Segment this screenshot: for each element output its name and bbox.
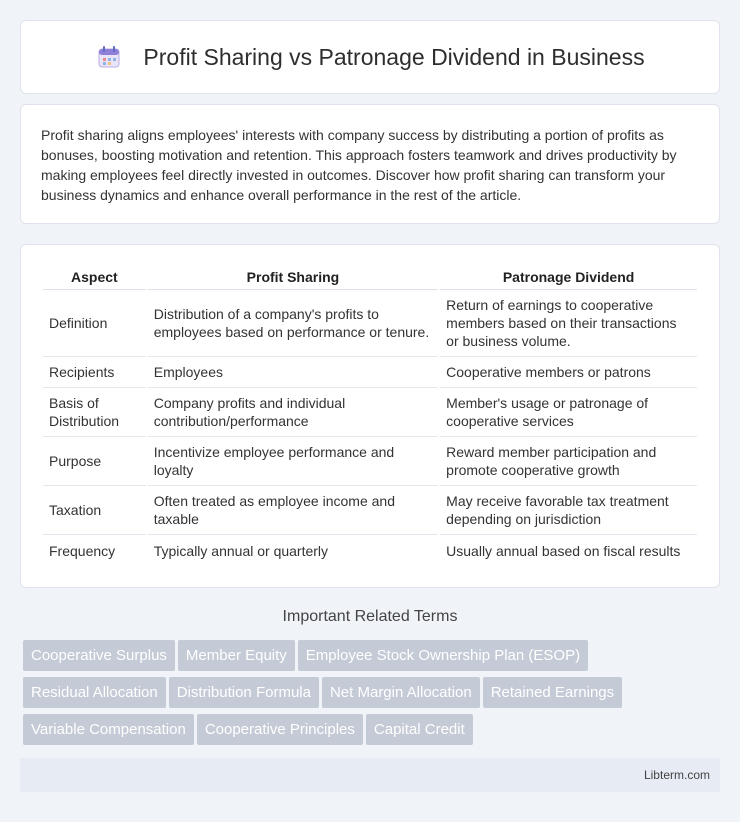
related-term-tag[interactable]: Member Equity — [178, 640, 295, 671]
table-row — [43, 388, 697, 437]
footer-site-link[interactable]: Libterm.com — [643, 768, 710, 782]
patronage-dividend-cell: Usually annual based on fiscal results — [446, 542, 681, 559]
footer — [20, 758, 720, 792]
related-term-tag[interactable]: Retained Earnings — [483, 677, 622, 708]
profit-sharing-cell: Often treated as employee income and taxable — [148, 486, 438, 535]
aspect-cell: Taxation — [43, 486, 146, 535]
related-terms-list — [20, 640, 720, 751]
related-term-tag[interactable]: Cooperative Surplus — [23, 640, 175, 671]
page-title: Profit Sharing vs Patronage Dividend in Business — [143, 43, 645, 70]
patronage-dividend-cell: May receive favorable tax treatment depending on jurisdiction — [440, 486, 697, 535]
aspect-cell: Definition — [43, 290, 146, 357]
aspect-cell: Recipients — [43, 357, 146, 388]
related-term-tag[interactable]: Cooperative Principles — [197, 714, 363, 745]
related-term-tag[interactable]: Capital Credit — [366, 714, 473, 745]
table-row — [43, 290, 697, 357]
patronage-dividend-cell: Cooperative members or patrons — [440, 357, 697, 388]
related-term-tag[interactable]: Net Margin Allocation — [322, 677, 480, 708]
profit-sharing-cell: Incentivize employee performance and loyalty — [148, 437, 438, 486]
table-row — [43, 535, 697, 566]
header-card — [20, 20, 720, 94]
header-profit-sharing: Profit Sharing — [148, 265, 438, 290]
related-term-tag[interactable]: Employee Stock Ownership Plan (ESOP) — [298, 640, 588, 671]
patronage-dividend-cell: Return of earnings to cooperative members based on their transactions or business volume. — [440, 290, 697, 357]
header-aspect: Aspect — [43, 265, 146, 290]
header-patronage-dividend: Patronage Dividend — [440, 265, 697, 290]
table-row — [43, 437, 697, 486]
comparison-table — [41, 265, 699, 566]
comparison-table-card — [20, 244, 720, 588]
calendar-icon — [95, 43, 123, 71]
intro-text: Profit sharing aligns employees' interests with company success by distributing a portion of profits as bonuses, boosting motivation and retention. This approach fosters teamwork and drives productivity by making employees feel directly invested in outcomes. Discover how profit sharing can transform your business dynamics and enhance overall performance in the rest of the article. — [41, 127, 677, 203]
related-term-tag[interactable]: Variable Compensation — [23, 714, 194, 745]
table-row — [43, 357, 697, 388]
aspect-cell: Purpose — [43, 437, 146, 486]
profit-sharing-cell: Typically annual or quarterly — [153, 542, 329, 559]
table-row — [43, 486, 697, 535]
patronage-dividend-cell: Member's usage or patronage of cooperative services — [440, 388, 697, 437]
profit-sharing-cell: Company profits and individual contribution/performance — [148, 388, 438, 437]
related-terms-title: Important Related Terms — [282, 608, 458, 625]
profit-sharing-cell: Distribution of a company's profits to employees based on performance or tenure. — [148, 290, 438, 357]
related-term-tag[interactable]: Residual Allocation — [23, 677, 166, 708]
patronage-dividend-cell: Reward member participation and promote cooperative growth — [440, 437, 697, 486]
profit-sharing-cell: Employees — [148, 357, 438, 388]
related-term-tag[interactable]: Distribution Formula — [169, 677, 319, 708]
table-header-row — [43, 265, 697, 290]
aspect-cell: Frequency — [49, 542, 116, 559]
aspect-cell: Basis of Distribution — [43, 388, 146, 437]
intro-card — [20, 104, 720, 224]
